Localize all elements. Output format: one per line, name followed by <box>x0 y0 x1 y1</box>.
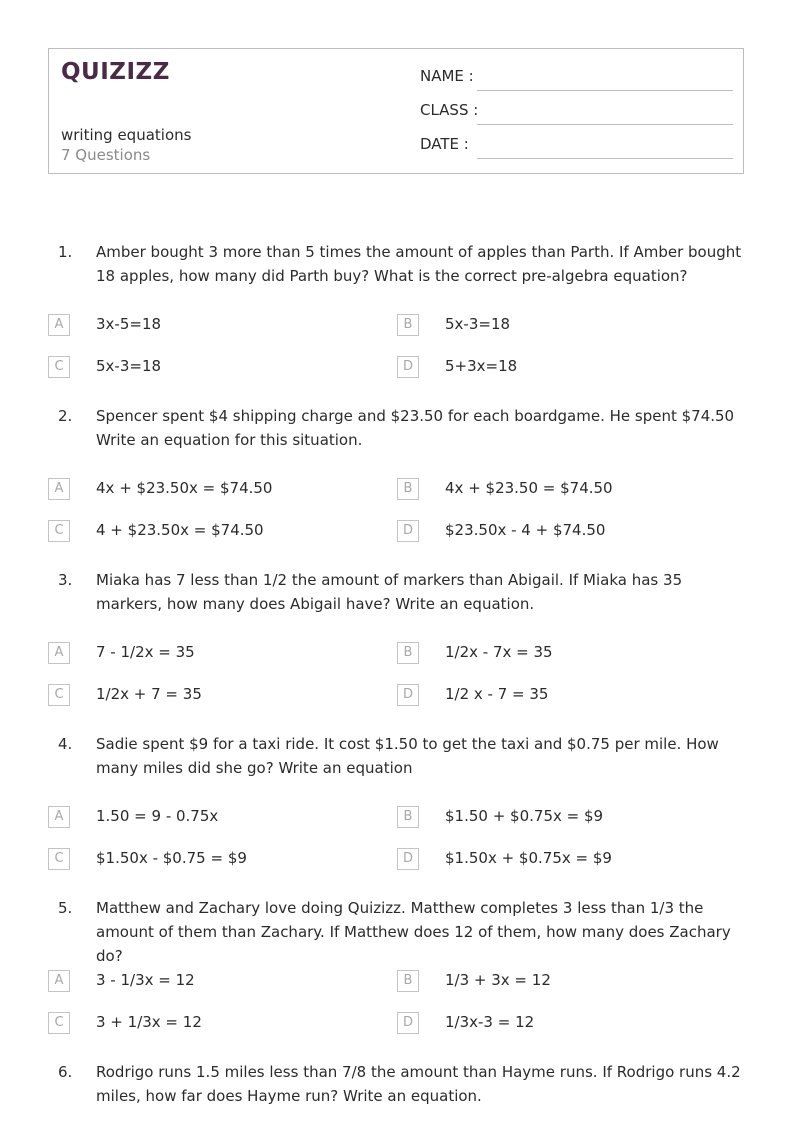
option-text: $1.50 + $0.75x = $9 <box>445 807 604 825</box>
option-letter-box: D <box>397 848 419 870</box>
option-letter-box: A <box>48 970 70 992</box>
option-text: 4x + $23.50x = $74.50 <box>96 479 273 497</box>
name-field[interactable] <box>420 67 733 91</box>
question-text: Miaka has 7 less than 1/2 the amount of markers than Abigail. If Miaka has 35 markers, how many does Abigail have? Write an equation. <box>96 571 683 613</box>
class-label: CLASS : <box>420 101 479 119</box>
option-letter-box: D <box>397 1012 419 1034</box>
option-text: 1/3x-3 = 12 <box>445 1013 535 1031</box>
option-text: 4x + $23.50 = $74.50 <box>445 479 613 497</box>
class-field[interactable] <box>420 101 733 125</box>
option-text: 3x-5=18 <box>96 315 162 333</box>
worksheet-title: writing equations <box>61 126 192 144</box>
option-text: 1/2x + 7 = 35 <box>96 685 202 703</box>
option-letter-box: A <box>48 478 70 500</box>
question-text: Amber bought 3 more than 5 times the amount of apples than Parth. If Amber bought 18 apples, how many did Parth buy? What is the correct pre-algebra equation? <box>96 243 742 285</box>
option-letter-box: A <box>48 314 70 336</box>
question-text: Spencer spent $4 shipping charge and $23.50 for each boardgame. He spent $74.50 Write an equation for this situation. <box>96 407 735 449</box>
option-letter-box: D <box>397 356 419 378</box>
question-3 <box>0 568 794 732</box>
option-letter-box: B <box>397 970 419 992</box>
option-text: 7 - 1/2x = 35 <box>96 643 195 661</box>
question-number: 3. <box>58 571 73 589</box>
option-letter-box: C <box>48 1012 70 1034</box>
question-number: 2. <box>58 407 73 425</box>
name-label: NAME : <box>420 67 474 85</box>
option-text: 5x-3=18 <box>96 357 162 375</box>
option-letter-box: D <box>397 520 419 542</box>
option-letter-box: D <box>397 684 419 706</box>
option-letter-box: C <box>48 848 70 870</box>
option-text: 5x-3=18 <box>445 315 511 333</box>
option-text: 1.50 = 9 - 0.75x <box>96 807 219 825</box>
question-1 <box>0 240 794 404</box>
option-letter-box: B <box>397 478 419 500</box>
option-letter-box: A <box>48 806 70 828</box>
date-line[interactable] <box>477 158 733 159</box>
option-text: $1.50x - $0.75 = $9 <box>96 849 247 867</box>
option-letter-box: C <box>48 356 70 378</box>
question-count: 7 Questions <box>61 146 151 164</box>
date-label: DATE : <box>420 135 469 153</box>
question-text: Sadie spent $9 for a taxi ride. It cost $1.50 to get the taxi and $0.75 per mile. How many miles did she go? Write an equation <box>96 735 719 777</box>
option-text: 1/2x - 7x = 35 <box>445 643 553 661</box>
class-line[interactable] <box>477 124 733 125</box>
question-text: Rodrigo runs 1.5 miles less than 7/8 the amount than Hayme runs. If Rodrigo runs 4.2 miles, how far does Hayme run? Write an equation. <box>96 1063 741 1105</box>
option-text: 5+3x=18 <box>445 357 518 375</box>
question-number: 5. <box>58 899 73 917</box>
option-text: 3 + 1/3x = 12 <box>96 1013 202 1031</box>
date-field[interactable] <box>420 135 733 159</box>
option-text: $1.50x + $0.75x = $9 <box>445 849 612 867</box>
question-number: 6. <box>58 1063 73 1081</box>
option-text: 1/2 x - 7 = 35 <box>445 685 549 703</box>
option-letter-box: C <box>48 520 70 542</box>
option-letter-box: A <box>48 642 70 664</box>
quizizz-logo: QUIZIZZ <box>61 59 170 85</box>
question-4 <box>0 732 794 896</box>
question-text: Matthew and Zachary love doing Quizizz. Matthew completes 3 less than 1/3 the amount of them than Zachary. If Matthew does 12 of them, how many does Zachary do? <box>96 899 731 965</box>
option-text: 4 + $23.50x = $74.50 <box>96 521 264 539</box>
name-line[interactable] <box>477 90 733 91</box>
question-6 <box>0 1060 794 1116</box>
option-letter-box: B <box>397 642 419 664</box>
option-letter-box: C <box>48 684 70 706</box>
question-2 <box>0 404 794 568</box>
option-letter-box: B <box>397 314 419 336</box>
option-letter-box: B <box>397 806 419 828</box>
option-text: 1/3 + 3x = 12 <box>445 971 551 989</box>
question-5 <box>0 896 794 1060</box>
option-text: 3 - 1/3x = 12 <box>96 971 195 989</box>
option-text: $23.50x - 4 + $74.50 <box>445 521 606 539</box>
question-number: 1. <box>58 243 73 261</box>
worksheet-header <box>48 48 744 174</box>
question-number: 4. <box>58 735 73 753</box>
